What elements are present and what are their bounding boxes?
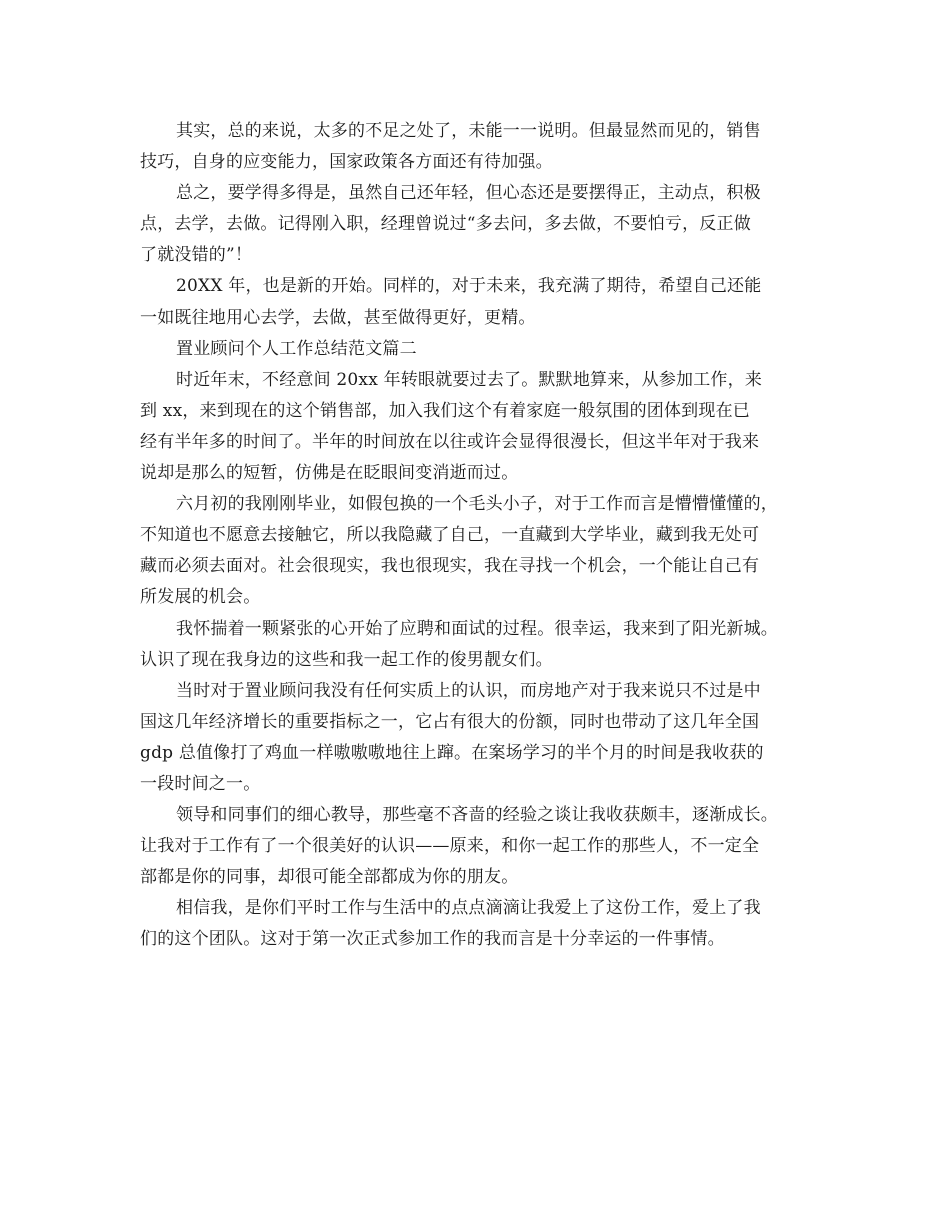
text-line: 到 xx，来到现在的这个销售部，加入我们这个有着家庭一般氛围的团体到现在已 <box>140 400 750 421</box>
text-line: 领导和同事们的细心教导，那些毫不吝啬的经验之谈让我收获颇丰，逐渐成长。 <box>176 805 778 826</box>
text-line: 了就没错的”！ <box>140 245 253 266</box>
section-heading: 置业顾问个人工作总结范文篇二 <box>176 338 417 359</box>
text-line: 当时对于置业顾问我没有任何实质上的认识，而房地产对于我来说只不过是中 <box>176 680 761 701</box>
text-line: 经有半年多的时间了。半年的时间放在以往或许会显得很漫长，但这半年对于我来 <box>140 431 760 452</box>
text-line: 不知道也不愿意去接触它，所以我隐藏了自己，一直藏到大学毕业，藏到我无处可 <box>140 525 760 546</box>
text-line: gdp 总值像打了鸡血一样嗷嗷嗷地往上蹿。在案场学习的半个月的时间是我收获的 <box>140 742 764 763</box>
text-line: 说却是那么的短暂，仿佛是在眨眼间变消逝而过。 <box>140 463 519 484</box>
text-line: 时近年末，不经意间 20xx 年转眼就要过去了。默默地算来，从参加工作，来 <box>176 369 763 390</box>
document-body <box>140 116 820 956</box>
text-line: 部都是你的同事，却很可能全部都成为你的朋友。 <box>140 867 519 888</box>
text-line: 点，去学，去做。记得刚入职，经理曾说过“多去问，多去做，不要怕亏，反正做 <box>140 214 751 235</box>
text-line: 所发展的机会。 <box>140 587 261 608</box>
text-line: 国这几年经济增长的重要指标之一，它占有很大的份额，同时也带动了这几年全国 <box>140 711 760 732</box>
text-line: 我怀揣着一颗紧张的心开始了应聘和面试的过程。很幸运，我来到了阳光新城。 <box>176 618 778 639</box>
text-line: 一如既往地用心去学，去做，甚至做得更好，更精。 <box>140 307 536 328</box>
text-line: 总之，要学得多得是，虽然自己还年轻，但心态还是要摆得正，主动点，积极 <box>176 183 761 204</box>
text-line: 们的这个团队。这对于第一次正式参加工作的我而言是十分幸运的一件事情。 <box>140 929 725 950</box>
text-line: 认识了现在我身边的这些和我一起工作的俊男靓女们。 <box>140 649 553 670</box>
text-line: 一段时间之一。 <box>140 773 261 794</box>
text-line: 藏而必须去面对。社会很现实，我也很现实，我在寻找一个机会，一个能让自己有 <box>140 556 760 577</box>
text-line: 六月初的我刚刚毕业，如假包换的一个毛头小子，对于工作而言是懵懵懂懂的， <box>176 494 778 515</box>
text-line: 让我对于工作有了一个很美好的认识——原来，和你一起工作的那些人，不一定全 <box>140 836 760 857</box>
text-line: 20XX 年，也是新的开始。同样的，对于未来，我充满了期待，希望自己还能 <box>176 276 762 297</box>
text-line: 相信我，是你们平时工作与生活中的点点滴滴让我爱上了这份工作，爱上了我 <box>176 898 761 919</box>
text-line: 其实，总的来说，太多的不足之处了，未能一一说明。但最显然而见的，销售 <box>176 121 761 141</box>
text-line: 技巧，自身的应变能力，国家政策各方面还有待加强。 <box>140 152 553 173</box>
